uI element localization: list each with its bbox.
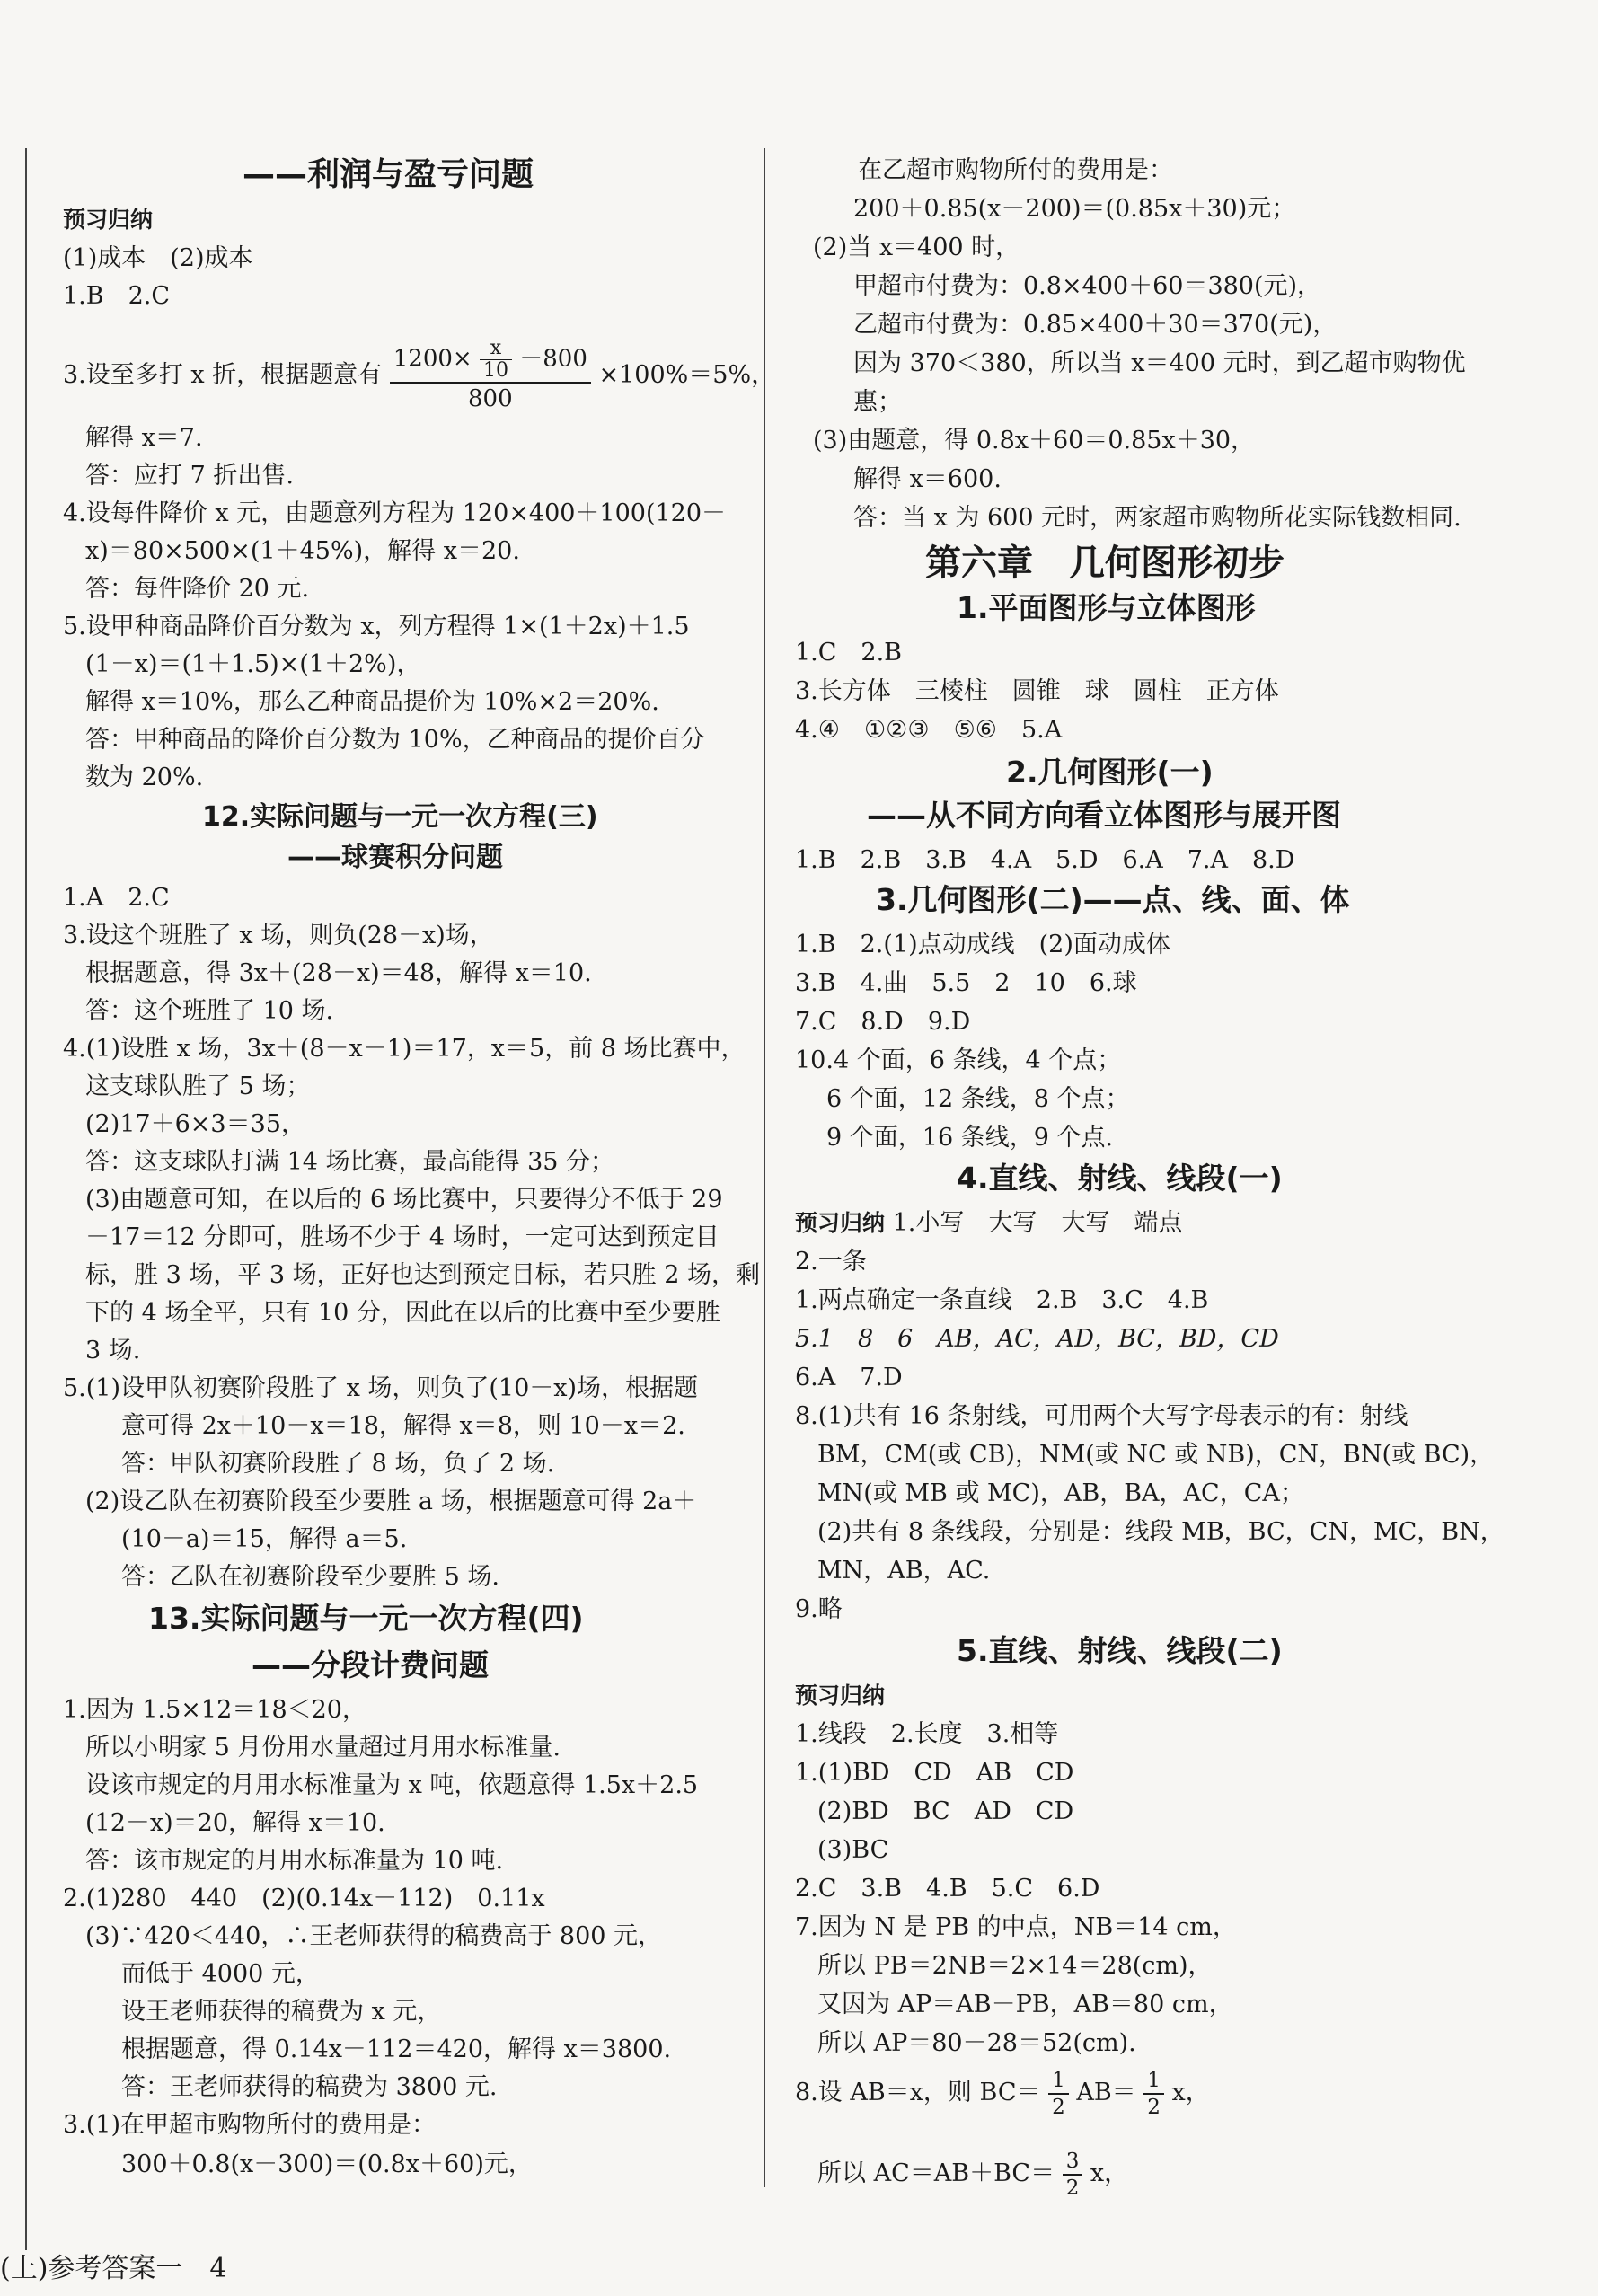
answer-line: 所以小明家 5 月份用水量超过月用水标准量. [85,1734,561,1762]
section-subtitle-13: ——分段计费问题 [252,1647,489,1682]
answer-line: (10－a)＝15，解得 a＝5. [121,1525,408,1553]
section-subtitle-2: ——从不同方向看立体图形与展开图 [867,798,1341,833]
answer-line: (1)成本 (2)成本 [63,244,253,272]
answer-line: 2.(1)280 440 (2)(0.14x－112) 0.11x [63,1885,545,1912]
answer-line: BM，CM(或 CB)，NM(或 NC 或 NB)，CN，BN(或 BC)， [817,1441,1495,1469]
answer-line: 答：乙队在初赛阶段至少要胜 5 场. [121,1563,499,1591]
numerator: 1 [1143,2068,1164,2095]
answer-line: 5.1 8 6 AB，AC，AD，BC，BD，CD [795,1325,1279,1353]
fraction-half [1143,2068,1164,2120]
answer-line: 7.因为 N 是 PB 的中点，NB＝14 cm， [795,1913,1237,1941]
answer-line: 解得 x＝7. [85,424,203,452]
answer-line: 解得 x＝600. [853,465,1002,493]
chapter-title: 第六章 几何图形初步 [925,543,1285,584]
denominator: 2 [1052,2095,1065,2119]
preview-heading: 预习归纳 [63,207,154,233]
answer-line: 答：当 x 为 600 元时，两家超市购物所花实际钱数相同. [853,504,1461,532]
section-title-12: 12.实际问题与一元一次方程(三) [202,801,598,833]
answer-line: 答：这支球队打满 14 场比赛，最高能得 35 分； [85,1148,615,1176]
section-title-profit: ——利润与盈亏问题 [243,156,534,193]
text: x， [1090,2159,1129,2187]
answer-line: 惠； [853,388,902,416]
answer-line: 5.(1)设甲队初赛阶段胜了 x 场，则负了(10－x)场，根据题 [63,1374,699,1402]
answer-line: 1.线段 2.长度 3.相等 [795,1720,1059,1748]
text: 8.设 AB＝x，则 BC＝ [795,2079,1041,2106]
section-title-13: 13.实际问题与一元一次方程(四) [148,1601,584,1636]
fraction-half [1048,2068,1069,2120]
answer-line: (1－x)＝(1＋1.5)×(1＋2%)， [85,650,421,678]
page-footer: (上)参考答案一 4 [0,2253,227,2284]
answer-line-with-fraction [817,2138,1128,2210]
answer-line: (2)设乙队在初赛阶段至少要胜 a 场，根据题意可得 2a＋ [85,1488,697,1515]
answer-line: (3)由题意，得 0.8x＋60＝0.85x＋30， [813,427,1256,455]
answer-line: 1.C 2.B [795,639,903,667]
answer-line: 1.B 2.C [63,282,171,310]
text: AB＝ [1076,2079,1136,2106]
answer-line: 所以 AP＝80－28＝52(cm). [817,2029,1136,2057]
denominator: 800 [467,385,513,412]
answer-line: (2)当 x＝400 时， [813,234,1020,261]
answer-line-with-fraction [63,331,775,420]
answer-line: 答：王老师获得的稿费为 3800 元. [121,2073,498,2101]
answer-line: (2)共有 8 条线段，分别是：线段 MB，BC，CN，MC，BN， [817,1518,1505,1546]
answer-line: 2.C 3.B 4.B 5.C 6.D [795,1875,1100,1903]
section-title-3: 3.几何图形(二)——点、线、面、体 [876,882,1350,917]
answer-line: 4.④ ①②③ ⑤⑥ 5.A [795,716,1063,744]
inner-fraction [480,338,512,382]
answer-line: 答：甲队初赛阶段胜了 8 场，负了 2 场. [121,1450,555,1478]
answer-line: 9.略 [795,1595,843,1623]
answer-line: 标，胜 3 场，平 3 场，正好也达到预定目标，若只胜 2 场，剩 [85,1261,761,1289]
answer-line [795,1205,1182,1241]
answer-line: 2.一条 [795,1248,867,1276]
answer-line: 200＋0.85(x－200)＝(0.85x＋30)元； [853,195,1296,223]
answer-line: 1.B 2.(1)点动成线 (2)面动成体 [795,931,1170,958]
answer-line: 甲超市付费为：0.8×400＋60＝380(元)， [853,272,1322,300]
answer-line: (12－x)＝20，解得 x＝10. [85,1809,385,1837]
left-column [0,0,776,2296]
answer-line: 300＋0.8(x－300)＝(0.8x＋60)元， [121,2150,533,2178]
answer-line: 4.(1)设胜 x 场，3x＋(8－x－1)＝17，x＝5，前 8 场比赛中， [63,1035,746,1063]
answer-line: 8.(1)共有 16 条射线，可用两个大写字母表示的有：射线 [795,1402,1408,1430]
answer-line: 1.两点确定一条直线 2.B 3.C 4.B [795,1286,1209,1314]
section-subtitle-12: ——球赛积分问题 [287,842,503,873]
denominator: 2 [1147,2095,1161,2119]
answer-line: 在乙超市购物所付的费用是： [858,156,1173,184]
answer-line: 3.长方体 三棱柱 圆锥 球 圆柱 正方体 [795,677,1279,705]
preview-heading: 预习归纳 [795,1210,886,1236]
denominator: 10 [482,359,508,382]
answer-line: 答：甲种商品的降价百分数为 10%，乙种商品的提价百分 [85,726,705,754]
answer-line: 数为 20%. [85,764,204,791]
answer-line: 3.B 4.曲 5.5 2 10 6.球 [795,969,1137,997]
section-title-4: 4.直线、射线、线段(一) [957,1161,1283,1196]
answer-line: 乙超市付费为：0.85×400＋30＝370(元)， [853,311,1338,339]
answer-line: 5.设甲种商品降价百分数为 x，列方程得 1×(1＋2x)＋1.5 [63,613,690,640]
answer-line: 6 个面，12 条线，8 个点； [826,1085,1130,1113]
text: x， [1171,2079,1210,2106]
text: 所以 AC＝AB＋BC＝ [817,2159,1055,2187]
answer-line: 设王老师获得的稿费为 x 元， [121,1998,442,2026]
text: 1200× [393,345,472,373]
answer-line: 答：每件降价 20 元. [85,575,310,603]
numerator: 3 [1063,2149,1083,2176]
right-column [764,0,1598,2296]
text: ×100%＝5%， [598,361,776,389]
section-title-5: 5.直线、射线、线段(二) [957,1633,1283,1668]
answer-line: 答：这个班胜了 10 场. [85,997,334,1025]
answer-line: 10.4 个面，6 条线，4 个点； [795,1046,1122,1074]
denominator: 2 [1065,2176,1080,2200]
fraction-three-halves [1063,2149,1083,2201]
text: －800 [519,345,587,373]
answer-line: 意可得 2x＋10－x＝18，解得 x＝8，则 10－x＝2. [121,1412,685,1440]
answer-line: 答：应打 7 折出售. [85,462,294,490]
answer-line: 而低于 4000 元， [121,1960,320,1988]
answer-line: －17＝12 分即可，胜场不少于 4 场时，一定可达到预定目 [85,1223,720,1251]
text: 1.小写 大写 大写 端点 [885,1209,1183,1237]
section-title-1: 1.平面图形与立体图形 [957,590,1256,625]
answer-line: 答：该市规定的月用水标准量为 10 吨. [85,1847,504,1875]
answer-line: 下的 4 场全平，只有 10 分，因此在以后的比赛中至少要胜 [85,1299,720,1327]
answer-line: MN(或 MB 或 MC)，AB，BA，AC，CA； [817,1479,1304,1507]
answer-line: 3 场. [85,1337,141,1364]
answer-line: 3.设这个班胜了 x 场，则负(28－x)场， [63,922,494,949]
answer-line: 这支球队胜了 5 场； [85,1073,311,1100]
numerator [390,338,591,384]
answer-line: (3)∵420＜440，∴王老师获得的稿费高于 800 元， [85,1922,663,1950]
answer-line: 根据题意，得 3x＋(28－x)＝48，解得 x＝10. [85,959,592,987]
answer-line: 1.A 2.C [63,884,170,912]
answer-line: 7.C 8.D 9.D [795,1008,971,1036]
answer-line: (3)由题意可知，在以后的 6 场比赛中，只要得分不低于 29 [85,1186,723,1214]
numerator: 1 [1048,2068,1069,2095]
answer-line: x)＝80×500×(1＋45%)，解得 x＝20. [85,537,520,565]
answer-line: MN，AB，AC. [817,1557,991,1585]
answer-line: 9 个面，16 条线，9 个点. [826,1124,1114,1152]
answer-line: 1.因为 1.5×12＝18＜20， [63,1696,366,1724]
answer-line: 1.B 2.B 3.B 4.A 5.D 6.A 7.A 8.D [795,846,1295,874]
answer-line: 设该市规定的月用水标准量为 x 吨，依题意得 1.5x＋2.5 [85,1771,699,1799]
answer-line: 解得 x＝10%，那么乙种商品提价为 10%×2＝20%. [85,688,659,716]
text: 3.设至多打 x 折，根据题意有 [63,361,383,389]
answer-line: 因为 370＜380，所以当 x＝400 元时，到乙超市购物优 [853,349,1466,377]
answer-line: (2)BD BC AD CD [817,1797,1074,1825]
answer-line: (2)17＋6×3＝35， [85,1110,305,1138]
answer-line: 1.(1)BD CD AB CD [795,1759,1074,1787]
numerator: x [480,338,512,360]
answer-line: 又因为 AP＝AB－PB，AB＝80 cm， [817,1991,1233,2018]
answer-line: 3.(1)在甲超市购物所付的费用是： [63,2111,437,2139]
answer-line: (3)BC [817,1836,889,1864]
answer-line: 所以 PB＝2NB＝2×14＝28(cm)， [817,1952,1213,1980]
section-title-2: 2.几何图形(一) [1006,755,1214,790]
fraction [390,338,591,414]
answer-line: 4.设每件降价 x 元，由题意列方程为 120×400＋100(120－ [63,499,727,527]
answer-line-with-fraction [795,2057,1210,2129]
preview-heading: 预习归纳 [795,1682,886,1709]
answer-line: 6.A 7.D [795,1364,903,1391]
answer-line: 根据题意，得 0.14x－112＝420，解得 x＝3800. [121,2035,672,2063]
